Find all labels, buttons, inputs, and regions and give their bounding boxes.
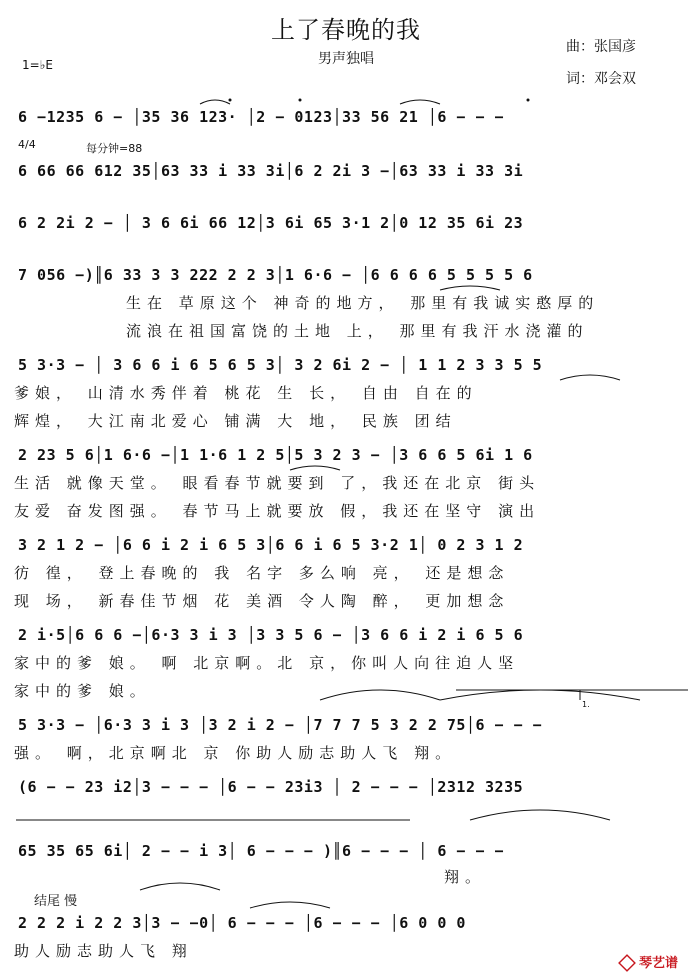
watermark-logo bbox=[618, 952, 678, 973]
slur bbox=[470, 810, 610, 820]
slur bbox=[140, 883, 220, 890]
lyric-line11: 翔。 bbox=[444, 868, 487, 886]
lyricist-credit: 词：邓会双 bbox=[566, 71, 636, 87]
time-signature: 4/4 bbox=[18, 138, 36, 151]
ending-label: 结尾 慢 bbox=[34, 894, 78, 909]
volta-mark: 1. bbox=[582, 700, 590, 709]
notes-line-5: 5 3·3 − │ 3 6 6 i 6 5 6 5 3│ 3 2 6i 2 − │ 1 1 2 3 3 5 5 bbox=[18, 356, 543, 374]
lyric-verse2-line6: 友爱 奋发图强。 春节马上就要放 假，我还在坚守 演出 bbox=[14, 502, 541, 520]
lyric-verse1-line8: 家中的爹 娘。 啊 北京啊。北 京，你叫人向往迫人坚 bbox=[14, 654, 520, 672]
lyric-verse2-line5: 辉煌， 大江南北爱心 铺满 大 地， 民族 团结 bbox=[14, 412, 457, 430]
lyric-verse2-line4: 流浪在祖国富饶的土地 上， 那里有我汗水浇灌的 bbox=[126, 322, 589, 340]
logo-icon bbox=[618, 954, 636, 972]
notes-line-8: 2 i·5│6 6 6 −│6·3 3 i 3 │3 3 5 6 − │3 6 6 i 2 i 6 5 6 bbox=[18, 626, 524, 644]
fermata-dot bbox=[299, 99, 302, 102]
slur bbox=[400, 100, 440, 104]
lyric-verse2-line8: 家中的爹 娘。 bbox=[14, 682, 151, 700]
song-subtitle: 男声独唱 bbox=[318, 51, 374, 67]
lyric-verse1-line9: 强。 啊，北京啊北 京 你助人励志助人飞 翔。 bbox=[14, 744, 457, 762]
slur bbox=[560, 375, 620, 380]
slur bbox=[250, 902, 330, 908]
lyric-verse1-line6: 生活 就像天堂。 眼看春节就要到 了，我还在北京 街头 bbox=[14, 474, 541, 492]
slur bbox=[320, 690, 440, 700]
notes-line-10: (6 − − 23 i2│3 − − − │6 − − 23i3 │ 2 − − − │2312 3235 bbox=[18, 778, 524, 796]
notes-line-11: 65 35 65 6i│ 2 − − i 3│ 6 − − − )║6 − − − │ 6 − − − bbox=[18, 842, 505, 860]
notes-line-6: 2 23 5 6│1 6·6 −│1 1·6 1 2 5│5 3 2 3 − │3 6 6 5 6i 1 6 bbox=[18, 446, 533, 464]
notes-line-12: 2 2 2 i 2 2 3│3 − −0│ 6 − − − │6 − − − │6 0 0 0 bbox=[18, 914, 466, 932]
song-title: 上了春晚的我 bbox=[271, 16, 421, 44]
notes-line-1: 6 −1235 6 − │35 36 123· │2 − 0123│33 56 21 │6 − − − bbox=[18, 108, 505, 126]
notes-line-7: 3 2 1 2 − │6 6 i 2 i 6 5 3│6 6 i 6 5 3·2 1│ 0 2 3 1 2 bbox=[18, 536, 524, 554]
slur bbox=[440, 690, 640, 700]
notes-line-9: 5 3·3 − │6·3 3 i 3 │3 2 i 2 − │7 7 7 5 3 2 2 75│6 − − − bbox=[18, 716, 543, 734]
key-signature: 1=♭E bbox=[22, 58, 53, 72]
fermata-dot bbox=[229, 99, 232, 102]
composer-credit: 曲：张国彦 bbox=[566, 39, 636, 55]
watermark-text: 琴艺谱 bbox=[638, 955, 678, 971]
slur bbox=[200, 100, 230, 104]
notes-line-4: 7 056 −)║6 33 3 3 222 2 2 3│1 6·6 − │6 6 6 6 5 5 5 5 6 bbox=[18, 266, 533, 284]
fermata-dot bbox=[527, 99, 530, 102]
lyric-verse1-line7: 彷 徨， 登上春晚的 我 名字 多么响 亮， 还是想念 bbox=[14, 564, 510, 582]
lyric-line12: 助人励志助人飞 翔 bbox=[14, 942, 193, 960]
notes-line-3: 6 2 2i 2 − │ 3 6 6i 66 12│3 6i 65 3·1 2│0 12 35 6i 23 bbox=[18, 214, 524, 232]
lyric-verse1-line4: 生在 草原这个 神奇的地方， 那里有我诚实憨厚的 bbox=[126, 294, 600, 312]
lyric-verse2-line7: 现 场， 新春佳节烟 花 美酒 令人陶 醉， 更加想念 bbox=[14, 592, 510, 610]
slur bbox=[290, 466, 340, 470]
notes-line-2: 6 66 66 612 35│63 33 i 33 3i│6 2 2i 3 −│63 33 i 33 3i bbox=[18, 162, 524, 180]
tempo-marking: 每分钟=88 bbox=[86, 142, 143, 155]
slur bbox=[440, 286, 500, 290]
lyric-verse1-line5: 爹娘， 山清水秀伴着 桃花 生 长， 自由 自在的 bbox=[14, 384, 478, 402]
